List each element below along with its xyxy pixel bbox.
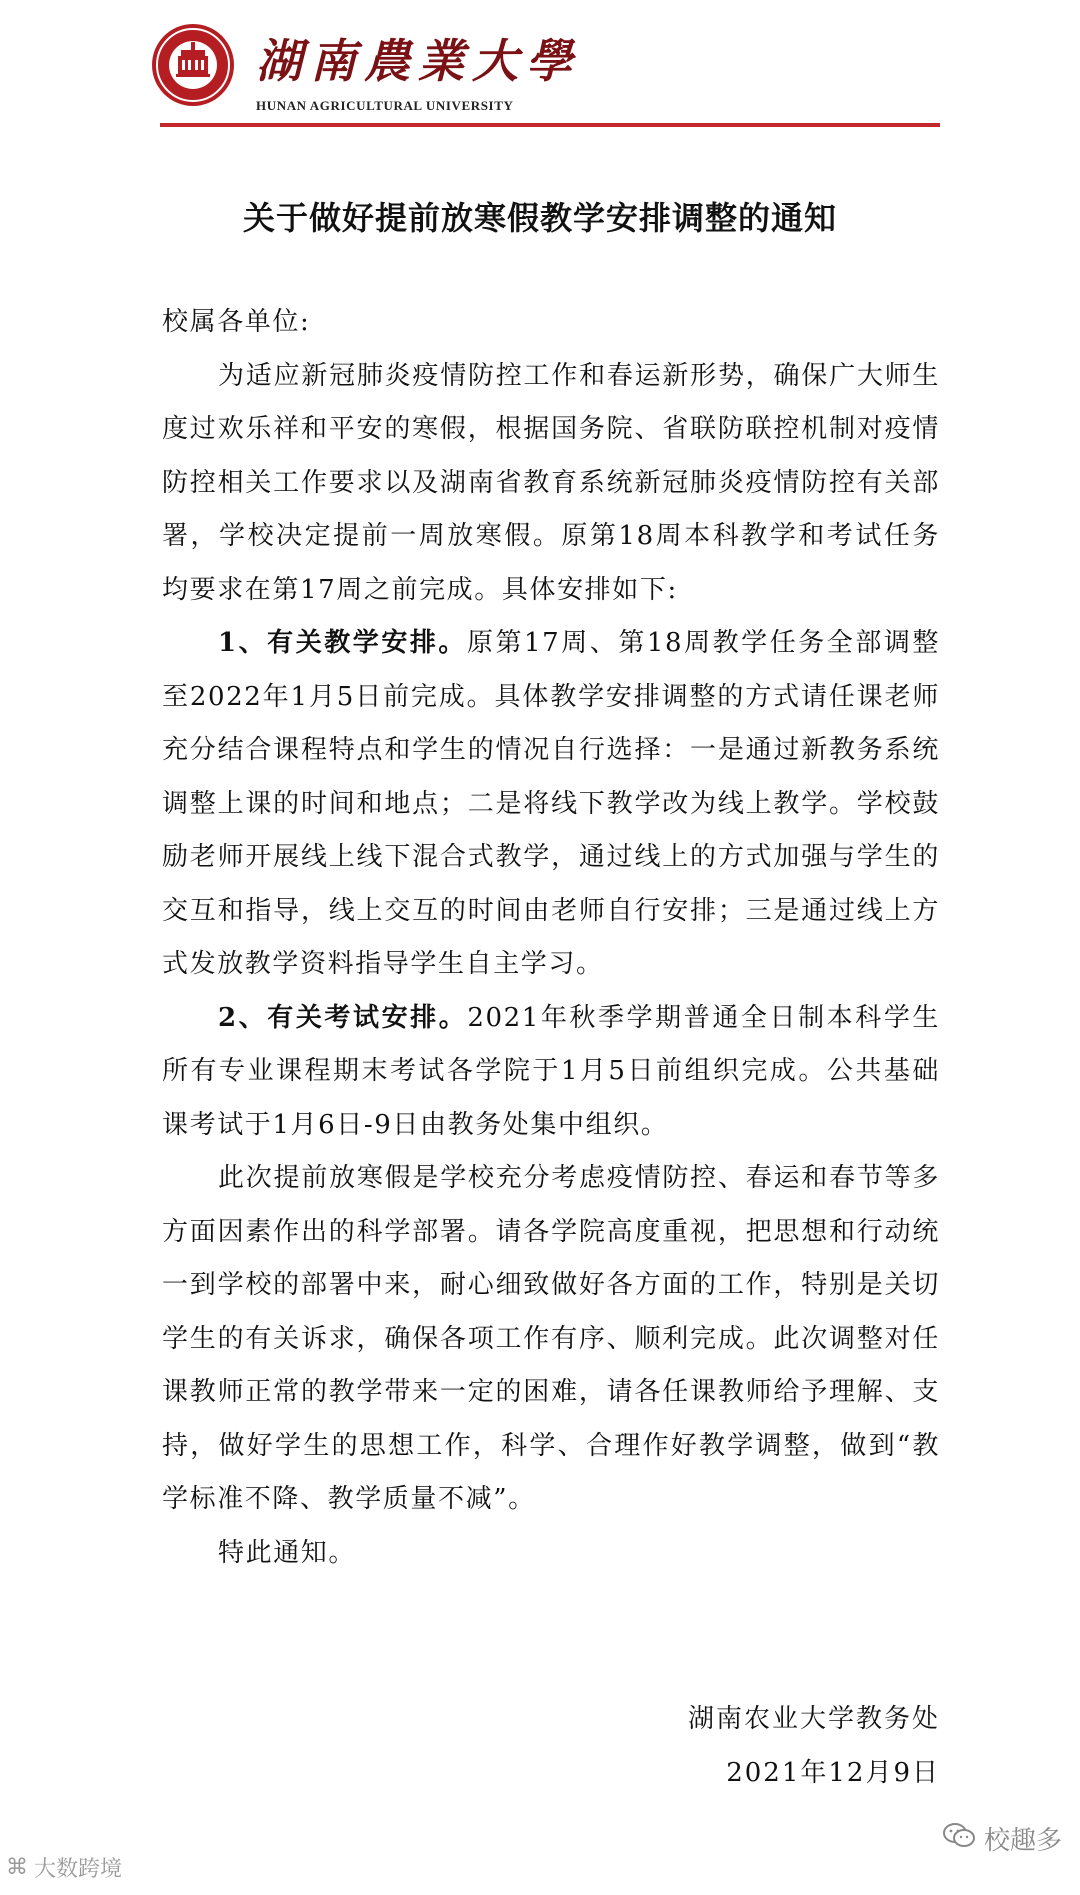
watermark-left [6, 1852, 122, 1883]
university-seal-icon [152, 24, 234, 106]
signature-date: 2021年12月9日 [726, 1758, 940, 1788]
wechat-icon [942, 1821, 976, 1856]
section-teaching-text: 原第17周、第18周教学任务全部调整至2022年1月5日前完成。具体教学安排调整的方式请任课老师充分结合课程特点和学生的情况自行选择：一是通过新教务系统调整上课的时间和地点；二是将线下教学改为线上教学。学校鼓励老师开展线上线下混合式教学，通过线上的方式加强与学生的交互和指导，线上交互的时间由老师自行安排；三是通过线上方式发放教学资料指导学生自主学习。 [162, 628, 941, 979]
watermark-right-text: 校趣多 [983, 1826, 1062, 1856]
section-exam-heading: 2、有关考试安排。 [218, 1002, 468, 1033]
watermark-left-text: 大数跨境 [34, 1857, 123, 1882]
watermark-left-icon: ⌘ [6, 1855, 28, 1880]
header-divider [160, 123, 940, 127]
watermark-right [942, 1820, 1062, 1857]
section-exam-text: 2021年秋季学期普通全日制本科学生所有专业课程期末考试各学院于1月5日前组织完成。公共基础课考试于1月6日-9日由教务处集中组织。 [162, 1002, 940, 1140]
section-teaching [162, 617, 940, 992]
notice-end: 特此通知。 [218, 1537, 357, 1568]
university-name-english: HUNAN AGRICULTURAL UNIVERSITY [256, 98, 514, 113]
salutation: 校属各单位: [162, 307, 311, 337]
signature-department: 湖南农业大学教务处 [687, 1704, 940, 1734]
section-teaching-heading: 1、有关教学安排。 [218, 628, 467, 658]
intro-paragraph: 为适应新冠肺炎疫情防控工作和春运新形势，确保广大师生度过欢乐祥和平安的寒假，根据国务院、省联防联控机制对疫情防控相关工作要求以及湖南省教育系统新冠肺炎疫情防控有关部署，学校决定提前一周放寒假。原第18周本科教学和考试任务均要求在第17周之前完成。具体安排如下: [162, 360, 940, 605]
closing-paragraph: 此次提前放寒假是学校充分考虑疫情防控、春运和春节等多方面因素作出的科学部署。请各学院高度重视，把思想和行动统一到学校的部署中来，耐心细致做好各方面的工作，特别是关切学生的有关诉求，确保各项工作有序、顺利完成。此次调整对任课教师正常的教学带来一定的困难，请各任课教师给予理解、支持，做好学生的思想工作，科学、合理作好教学调整，做到“教学标准不降、教学质量不减”。 [162, 1163, 940, 1514]
notice-title: 关于做好提前放寒假教学安排调整的通知 [242, 199, 837, 237]
notice-body [162, 296, 940, 1580]
university-name-chinese: 湖南農業大學 [256, 34, 580, 88]
letterhead [148, 18, 940, 128]
section-exam [162, 992, 940, 1153]
